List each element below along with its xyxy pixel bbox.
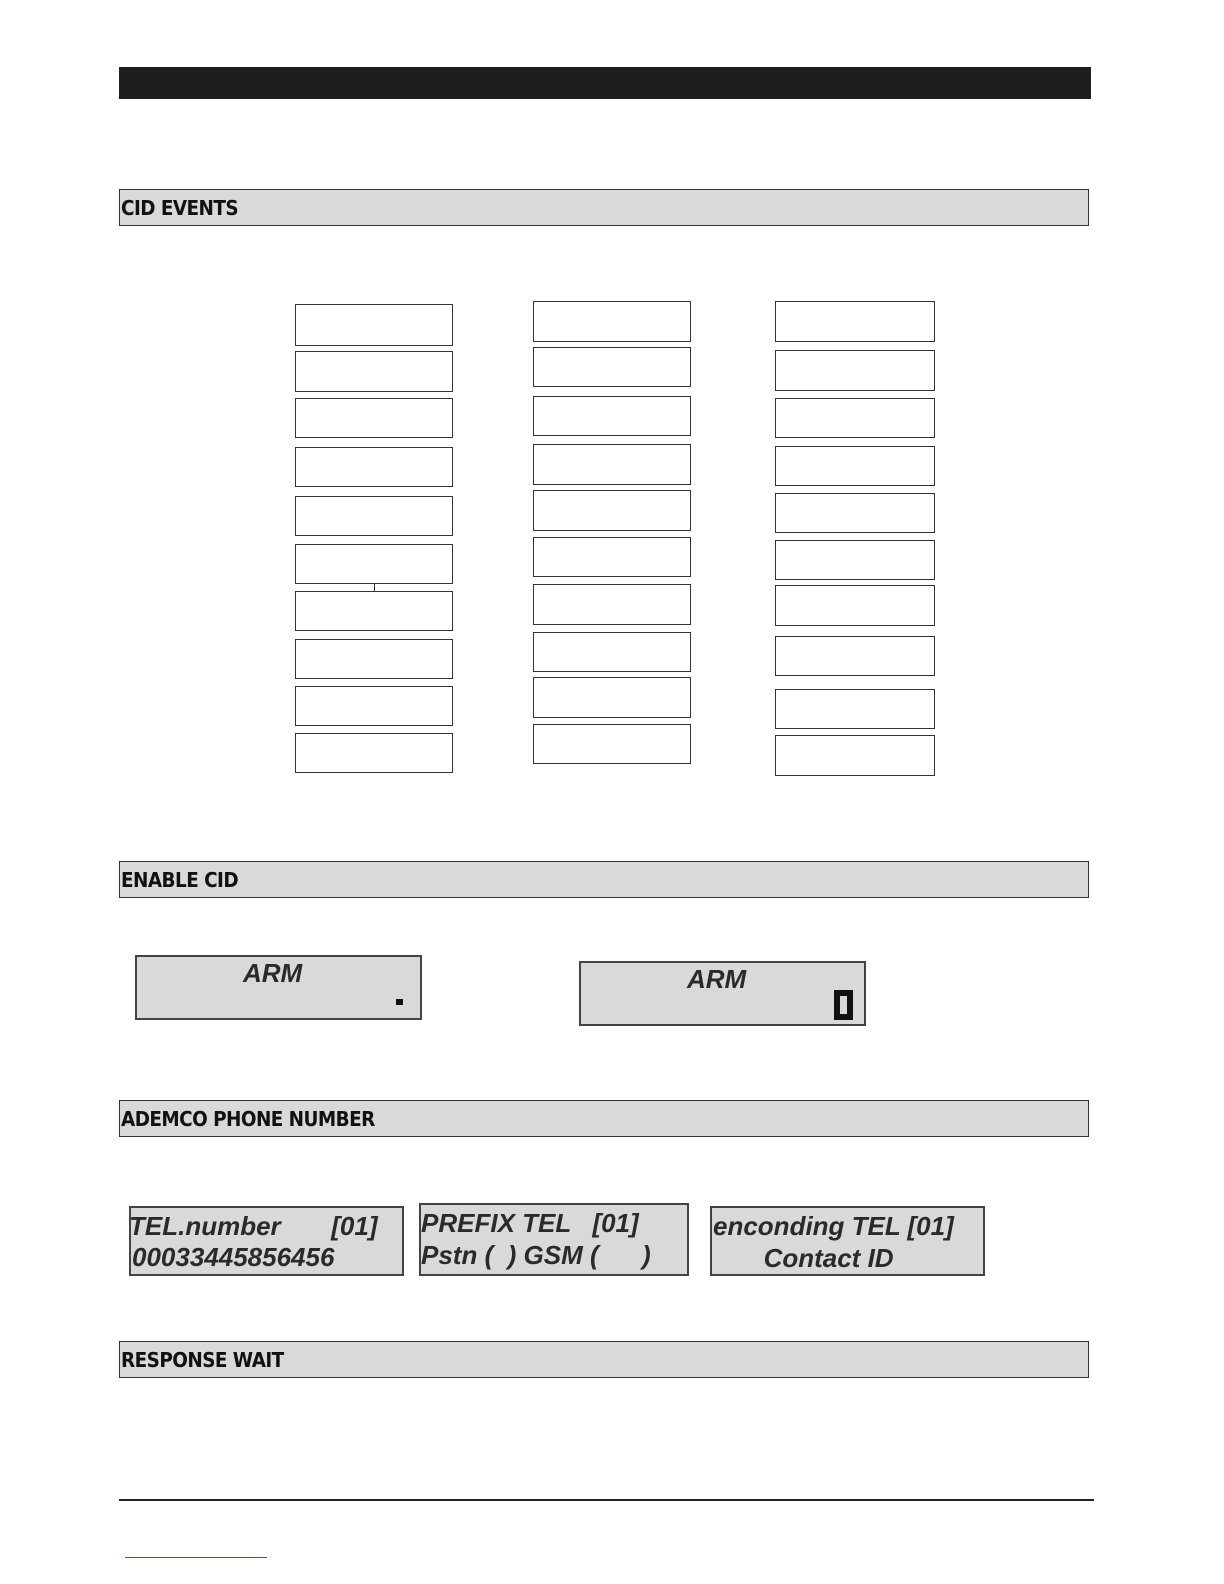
- event-box: [295, 591, 453, 631]
- event-box: [295, 351, 453, 392]
- cursor-underline-icon: [396, 999, 403, 1005]
- event-box: [295, 639, 453, 679]
- event-box: [533, 677, 691, 718]
- event-box: [775, 585, 935, 626]
- event-box: [775, 689, 935, 729]
- event-box: [533, 444, 691, 485]
- event-box: [295, 733, 453, 773]
- event-box: [533, 537, 691, 577]
- lcd-line-2: Pstn ( ) GSM ( ): [421, 1240, 651, 1270]
- event-box: [775, 398, 935, 438]
- event-box: [775, 735, 935, 776]
- footer-link-underline: [125, 1557, 267, 1558]
- event-box: [533, 490, 691, 531]
- section-enable-cid: [119, 861, 1089, 898]
- event-box: [295, 398, 453, 438]
- lcd-line-1: PREFIX TEL [01]: [421, 1208, 639, 1238]
- lcd-line-1: ARM: [687, 964, 747, 994]
- lcd-prefix-tel: [419, 1203, 689, 1276]
- page-header-bar: [119, 67, 1091, 99]
- lcd-line-1: TEL.number [01]: [129, 1211, 378, 1241]
- section-response-wait: [119, 1341, 1089, 1378]
- lcd-line-1: enconding TEL [01]: [713, 1211, 954, 1241]
- lcd-tel-number: [129, 1206, 404, 1276]
- lcd-encoding-tel: [710, 1206, 985, 1276]
- event-box: [775, 540, 935, 580]
- section-ademco-phone-number: [119, 1100, 1089, 1137]
- event-box: [533, 724, 691, 764]
- event-box: [533, 347, 691, 387]
- event-box: [295, 447, 453, 487]
- event-box: [295, 544, 453, 584]
- connector-line: [374, 583, 375, 591]
- event-box: [775, 636, 935, 676]
- lcd-line-2: Contact ID: [713, 1243, 894, 1273]
- lcd-display-disabled: [135, 955, 422, 1020]
- section-title: CID EVENTS: [121, 196, 239, 220]
- lcd-line-2: 00033445856456: [132, 1242, 335, 1272]
- event-box: [533, 632, 691, 672]
- event-box: [295, 304, 453, 346]
- section-title: RESPONSE WAIT: [121, 1348, 284, 1372]
- section-cid-events: [119, 189, 1089, 226]
- section-title: ADEMCO PHONE NUMBER: [121, 1107, 375, 1131]
- event-box: [295, 496, 453, 536]
- event-box: [775, 493, 935, 533]
- event-box: [533, 301, 691, 342]
- cursor-block-icon: [834, 990, 853, 1020]
- event-box: [533, 396, 691, 436]
- event-box: [533, 584, 691, 625]
- section-title: ENABLE CID: [121, 868, 239, 892]
- lcd-display-enabled: [579, 961, 866, 1026]
- lcd-line-1: ARM: [243, 958, 303, 988]
- event-box: [775, 301, 935, 342]
- event-box: [775, 350, 935, 391]
- event-box: [295, 686, 453, 726]
- event-box: [775, 446, 935, 486]
- footer-divider: [119, 1499, 1094, 1501]
